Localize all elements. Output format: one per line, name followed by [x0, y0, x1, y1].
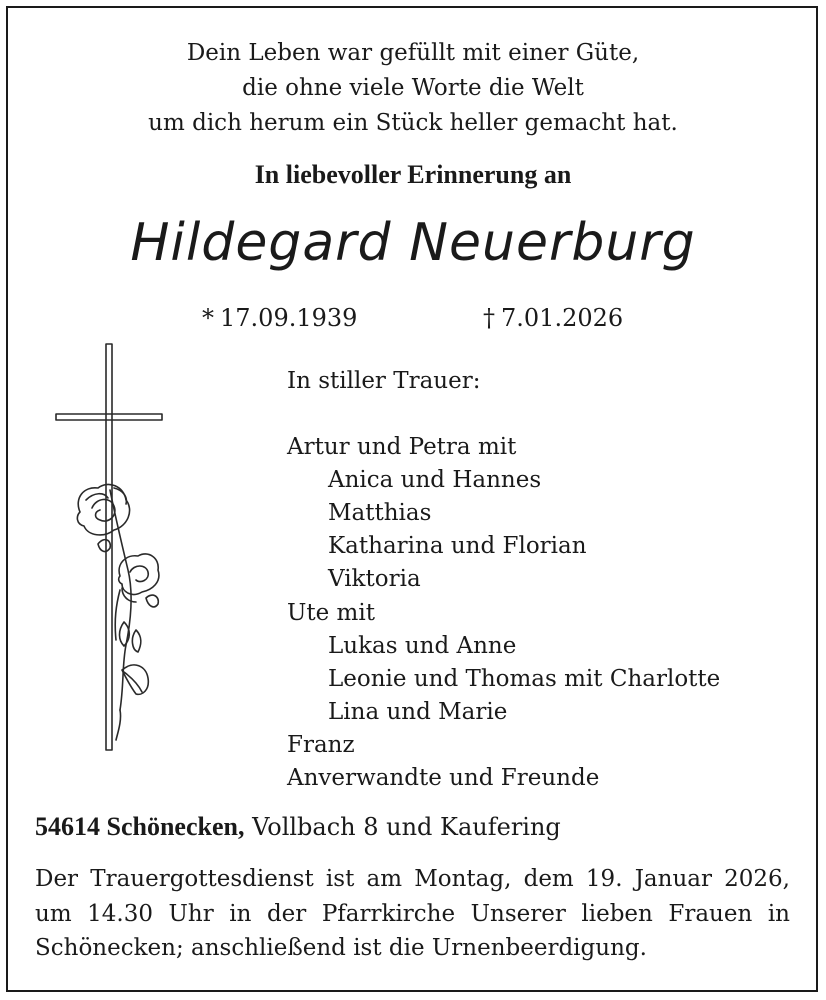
birth-date — [202, 301, 357, 335]
cross-with-roses-icon — [50, 340, 170, 760]
mourner-other: Franz — [287, 731, 355, 758]
service-line: um 14.30 Uhr in der Pfarrkirche Unserer lieben Frauen in — [35, 900, 790, 927]
mourner-member: Lina und Marie — [328, 698, 508, 725]
mourner-member: Lukas und Anne — [328, 632, 517, 659]
address-place: 54614 Schönecken, — [35, 812, 245, 841]
mourner-group-head: Artur und Petra mit — [287, 434, 517, 461]
service-info — [35, 862, 790, 966]
address — [35, 810, 561, 844]
birth-symbol: * — [202, 304, 214, 332]
service-line: Der Trauergottesdienst ist am Montag, dem 19. Januar 2026, — [35, 866, 790, 892]
mourner-member: Matthias — [328, 500, 432, 527]
poem-line: die ohne viele Worte die Welt — [242, 75, 584, 101]
death-date — [483, 301, 623, 335]
memory-heading: In liebevoller Erinnerung an — [254, 160, 572, 189]
poem-line: Dein Leben war gefüllt mit einer Güte, — [186, 40, 640, 66]
death-symbol: † — [483, 304, 495, 332]
mourner-member: Leonie und Thomas mit Charlotte — [328, 665, 721, 692]
mourner-member: Anica und Hannes — [328, 467, 542, 494]
deceased-name: Hildegard Neuerburg — [130, 213, 696, 273]
poem — [0, 36, 826, 141]
poem-line: um dich herum ein Stück heller gemacht hat. — [148, 110, 678, 136]
spacer — [287, 398, 720, 431]
service-line: Schönecken; anschließend ist die Urnenbeerdigung. — [35, 935, 647, 961]
mourner-group-head: Ute mit — [287, 599, 375, 626]
birth-date-value: 17.09.1939 — [220, 304, 358, 332]
death-date-value: 7.01.2026 — [501, 304, 624, 332]
address-streets: Vollbach 8 und Kaufering — [252, 813, 561, 841]
mourners-heading: In stiller Trauer: — [287, 368, 481, 394]
mourners-list — [287, 365, 720, 795]
mourner-other: Anverwandte und Freunde — [287, 765, 600, 792]
mourner-member: Viktoria — [328, 566, 421, 593]
mourner-member: Katharina und Florian — [328, 533, 587, 560]
